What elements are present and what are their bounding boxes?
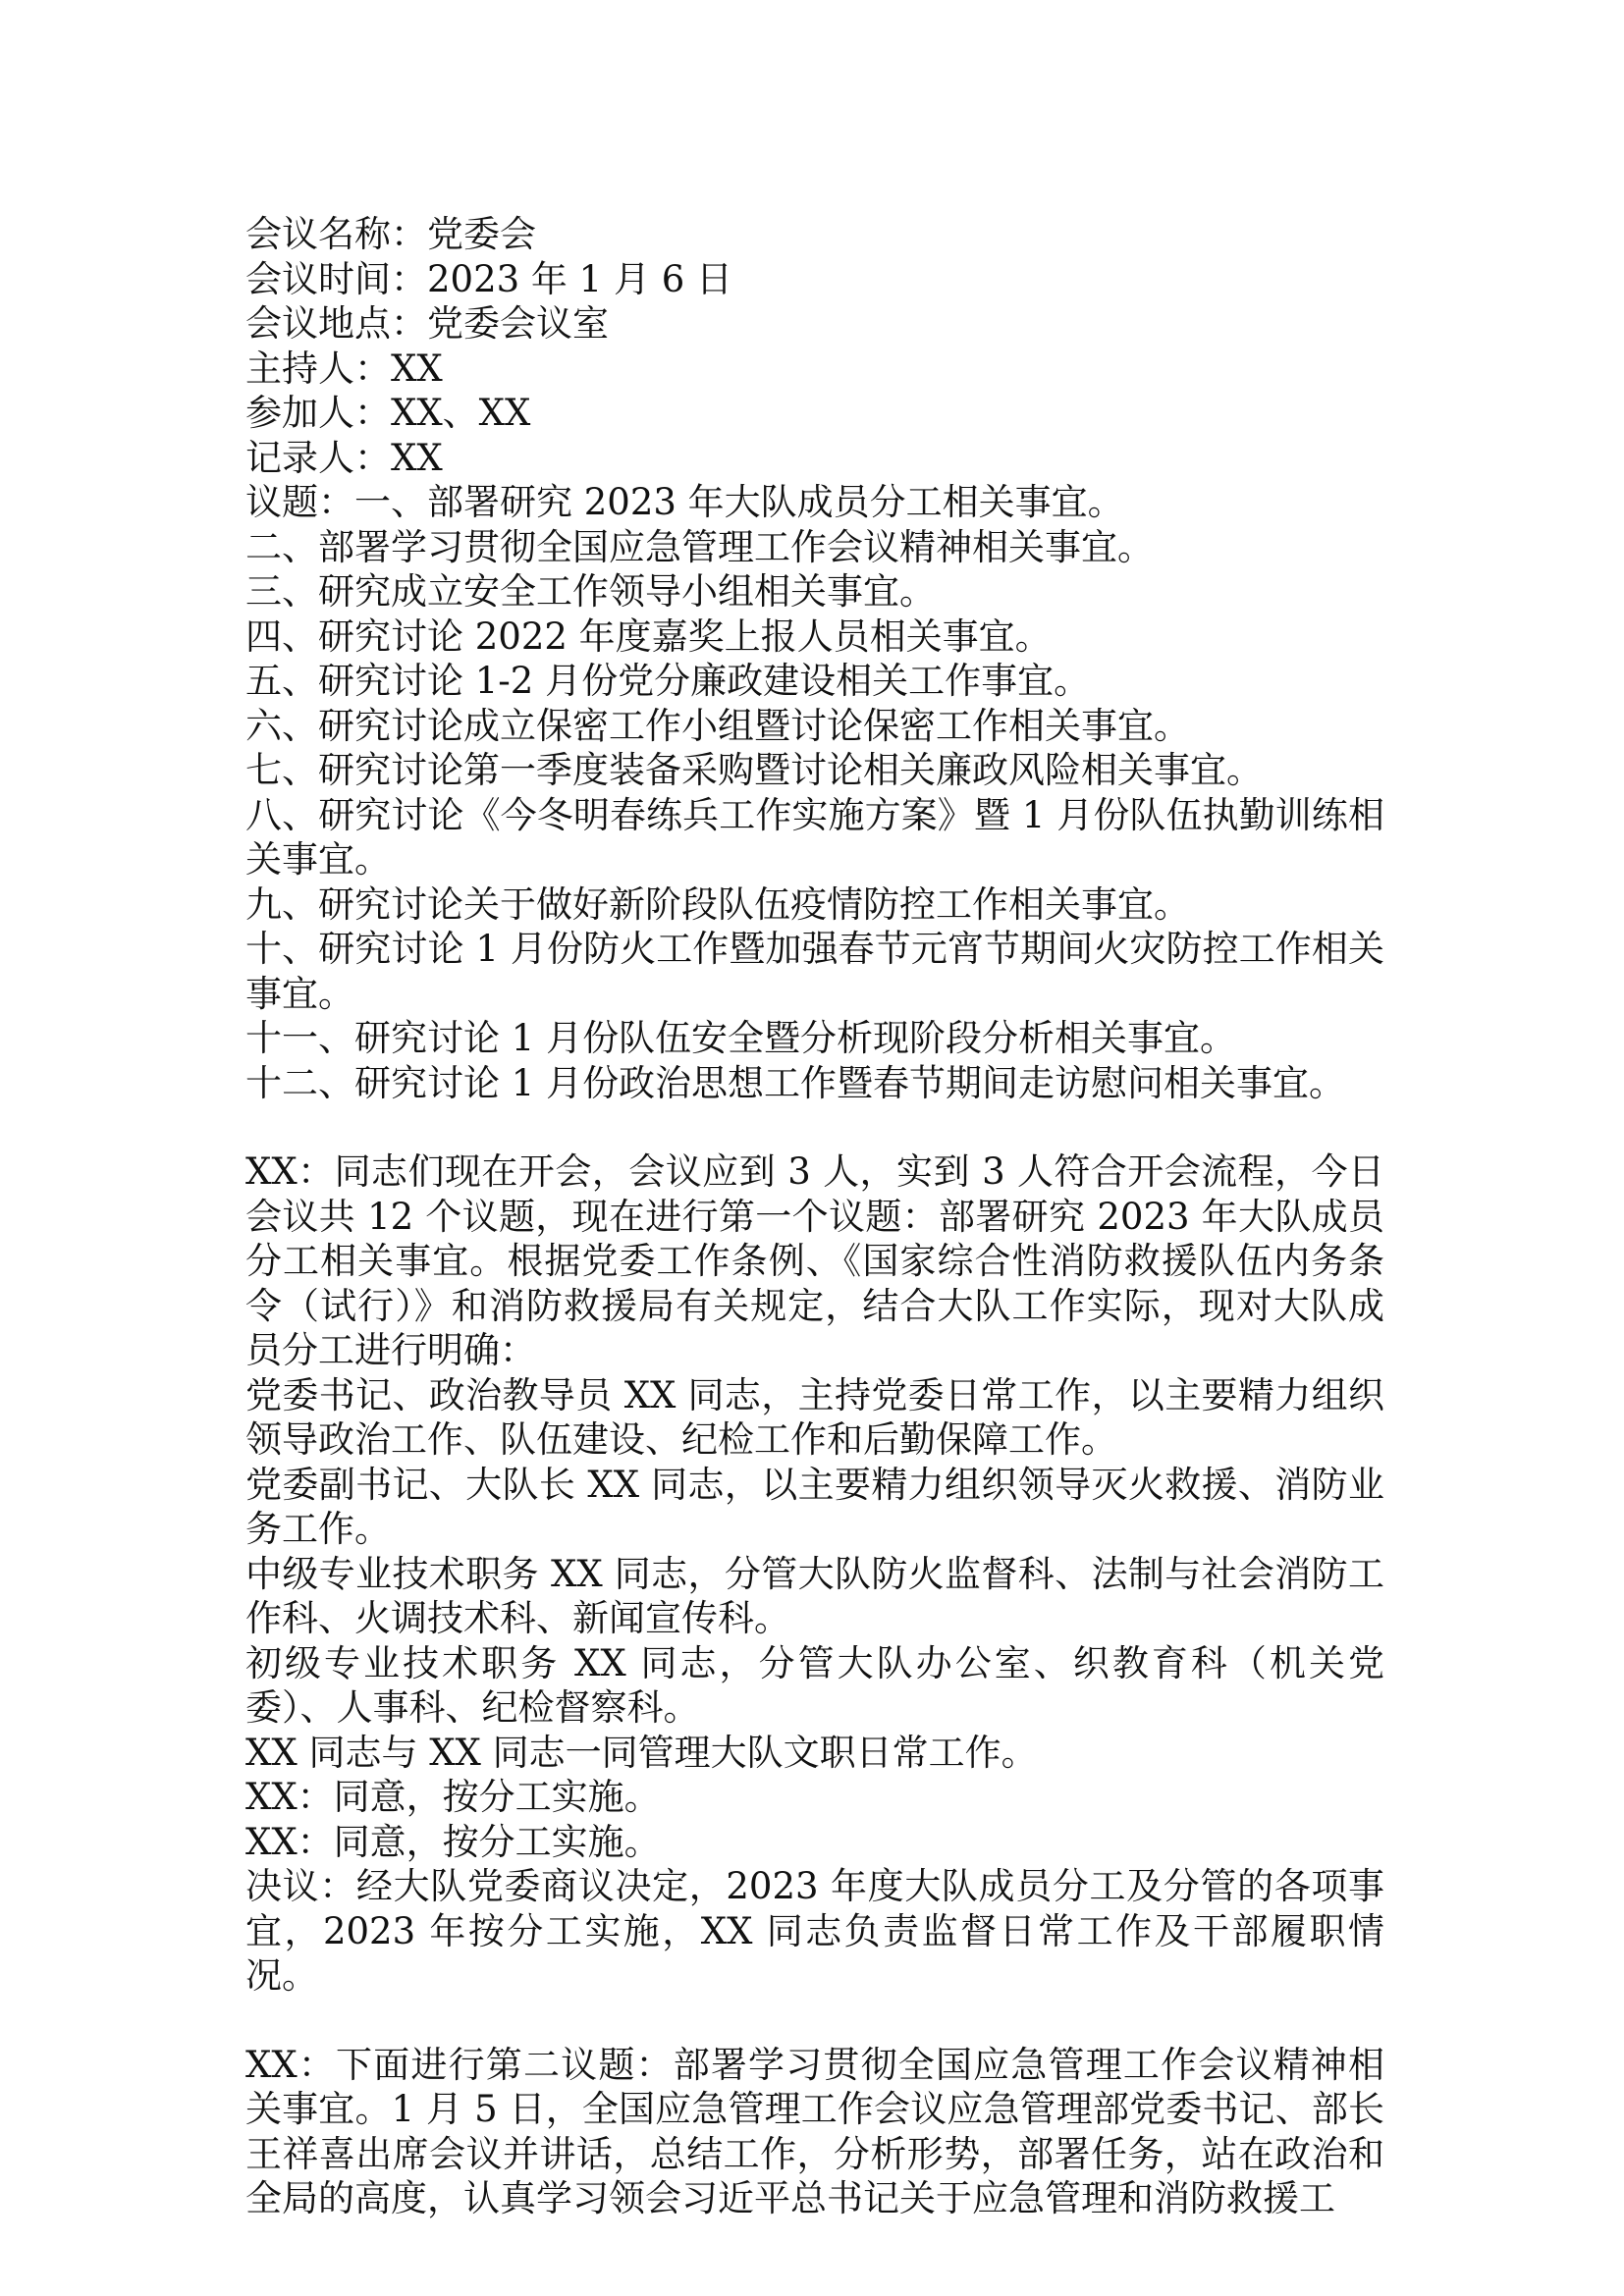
paragraph-spacer <box>245 1105 1384 1149</box>
meeting-host: 主持人：XX <box>245 347 443 390</box>
agenda-item: 八、研究讨论《今冬明春练兵工作实施方案》暨 1 月份队伍执勤训练相关事宜。 <box>245 793 1384 881</box>
agenda-item: 四、研究讨论 2022 年度嘉奖上报人员相关事宜。 <box>245 614 1052 658</box>
discussion-paragraph: XX：同意，按分工实施。 <box>245 1776 661 1818</box>
discussion-paragraph: 中级专业技术职务 XX 同志，分管大队防火监督科、法制与社会消防工作科、火调技术科、新闻宣传科。 <box>245 1552 1384 1639</box>
meeting-recorder: 记录人：XX <box>245 436 443 479</box>
meeting-participants: 参加人：XX、XX <box>245 392 531 434</box>
meeting-place: 会议地点：党委会议室 <box>245 302 609 345</box>
agenda-item: 二、部署学习贯彻全国应急管理工作会议精神相关事宜。 <box>245 525 1154 568</box>
agenda-item: 议题：一、部署研究 2023 年大队成员分工相关事宜。 <box>245 481 1124 523</box>
agenda-item: 五、研究讨论 1-2 月份党分廉政建设相关工作事宜。 <box>245 660 1091 702</box>
meeting-name: 会议名称：党委会 <box>245 213 536 255</box>
discussion-topic-1 <box>245 1149 1384 1999</box>
agenda-item: 十一、研究讨论 1 月份队伍安全暨分析现阶段分析相关事宜。 <box>245 1017 1237 1059</box>
paragraph-spacer <box>245 1999 1384 2043</box>
discussion-paragraph: XX：下面进行第二议题：部署学习贯彻全国应急管理工作会议精神相关事宜。1 月 5 日，全国应急管理工作会议应急管理部党委书记、部长王祥喜出席会议并讲话，总结工作，分析形势，部署任务，站在政治和全局的高度，认真学习领会习近平总书记关于应急管理和消防救援工 <box>245 2043 1384 2219</box>
discussion-topic-2 <box>245 2043 1384 2221</box>
discussion-paragraph: XX 同志与 XX 同志一同管理大队文职日常工作。 <box>245 1731 1038 1774</box>
agenda-item: 十、研究讨论 1 月份防火工作暨加强春节元宵节期间火灾防控工作相关事宜。 <box>245 928 1384 1015</box>
discussion-paragraph: 党委副书记、大队长 XX 同志，以主要精力组织领导灭火救援、消防业务工作。 <box>245 1463 1384 1550</box>
agenda-item: 六、研究讨论成立保密工作小组暨讨论保密工作相关事宜。 <box>245 704 1190 747</box>
agenda-item: 九、研究讨论关于做好新阶段队伍疫情防控工作相关事宜。 <box>245 882 1190 926</box>
discussion-paragraph: 党委书记、政治教导员 XX 同志，主持党委日常工作，以主要精力组织领导政治工作、队伍建设、纪检工作和后勤保障工作。 <box>245 1373 1384 1461</box>
discussion-paragraph: XX：同意，按分工实施。 <box>245 1820 661 1863</box>
meeting-minutes <box>245 212 1384 2221</box>
discussion-paragraph: XX：同志们现在开会，会议应到 3 人，实到 3 人符合开会流程，今日会议共 12 个议题，现在进行第一个议题：部署研究 2023 年大队成员分工相关事宜。根据党委工作条例、《国家综合性消防救援队伍内务条令（试行）》和消防救援局有关规定，结合大队工作实际，现对大队成员分工进行明确： <box>245 1150 1384 1371</box>
agenda-list <box>245 480 1384 1105</box>
agenda-item: 七、研究讨论第一季度装备采购暨讨论相关廉政风险相关事宜。 <box>245 749 1263 791</box>
meeting-header <box>245 212 1384 480</box>
discussion-paragraph: 初级专业技术职务 XX 同志，分管大队办公室、织教育科（机关党委）、人事科、纪检督察科。 <box>245 1641 1384 1729</box>
meeting-time: 会议时间：2023 年 1 月 6 日 <box>245 257 733 300</box>
resolution-paragraph: 决议：经大队党委商议决定，2023 年度大队成员分工及分管的各项事宜，2023 年按分工实施，XX 同志负责监督日常工作及干部履职情况。 <box>245 1865 1384 1997</box>
agenda-item: 三、研究成立安全工作领导小组相关事宜。 <box>245 570 936 613</box>
agenda-item: 十二、研究讨论 1 月份政治思想工作暨春节期间走访慰问相关事宜。 <box>245 1061 1346 1104</box>
